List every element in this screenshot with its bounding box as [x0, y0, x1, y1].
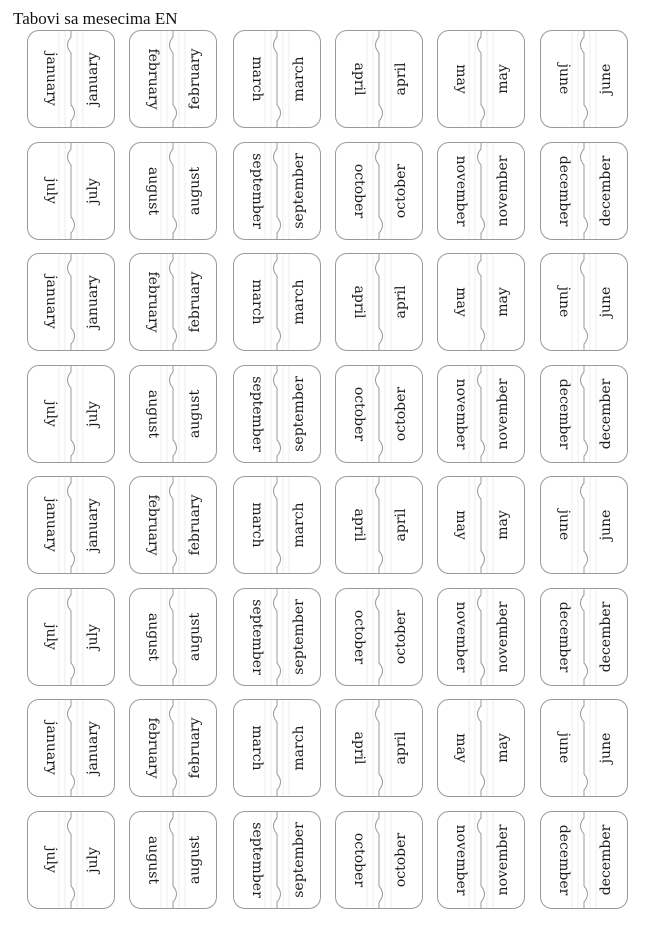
month-tab [233, 476, 321, 574]
month-label-front: november [453, 155, 469, 227]
month-tab [335, 476, 423, 574]
month-label-back: november [495, 601, 511, 673]
month-label-front: june [556, 509, 572, 541]
month-label-back: june [598, 63, 614, 95]
month-label-back: september [291, 153, 307, 229]
month-label-back: may [495, 64, 511, 94]
month-label-back: september [291, 376, 307, 452]
month-tab [27, 699, 115, 797]
month-tab [129, 811, 217, 909]
month-label-back: june [598, 286, 614, 318]
month-label-front: june [556, 732, 572, 764]
month-label-front: june [556, 63, 572, 95]
month-tab [129, 588, 217, 686]
month-label-front: july [43, 401, 59, 427]
month-label-back: august [187, 835, 203, 885]
month-label-back: may [495, 510, 511, 540]
month-tab [437, 811, 525, 909]
month-tab [27, 476, 115, 574]
month-tab [437, 365, 525, 463]
month-tab [335, 699, 423, 797]
month-label-back: january [85, 721, 101, 775]
month-tab [129, 30, 217, 128]
month-label-back: april [393, 285, 409, 319]
month-label-front: august [145, 389, 161, 439]
month-label-back: august [187, 612, 203, 662]
month-label-back: october [393, 163, 409, 219]
month-tab [129, 699, 217, 797]
month-label-back: april [393, 62, 409, 96]
month-tab [27, 253, 115, 351]
month-tab [540, 365, 628, 463]
month-label-back: september [291, 822, 307, 898]
month-label-front: december [556, 824, 572, 896]
month-label-back: december [598, 378, 614, 450]
month-tab [27, 30, 115, 128]
month-label-back: december [598, 601, 614, 673]
month-label-front: november [453, 378, 469, 450]
month-tab [233, 699, 321, 797]
month-label-back: march [291, 725, 307, 771]
month-label-front: april [351, 285, 367, 319]
month-tab [27, 142, 115, 240]
month-label-front: february [145, 494, 161, 556]
month-label-front: april [351, 62, 367, 96]
month-tab [540, 699, 628, 797]
month-label-front: july [43, 178, 59, 204]
month-tab [27, 811, 115, 909]
month-label-front: september [249, 153, 265, 229]
month-label-back: february [187, 271, 203, 333]
month-label-front: august [145, 166, 161, 216]
month-label-back: october [393, 832, 409, 888]
month-tab [437, 476, 525, 574]
month-label-front: october [351, 386, 367, 442]
month-label-back: may [495, 287, 511, 317]
month-tab [437, 699, 525, 797]
month-tab [540, 811, 628, 909]
month-label-front: august [145, 612, 161, 662]
month-label-back: june [598, 732, 614, 764]
month-label-back: november [495, 378, 511, 450]
month-tab [233, 142, 321, 240]
month-label-back: december [598, 155, 614, 227]
month-label-front: may [453, 287, 469, 317]
month-tab [437, 142, 525, 240]
month-label-front: march [249, 725, 265, 771]
month-label-back: january [85, 275, 101, 329]
month-label-back: july [85, 401, 101, 427]
month-label-front: april [351, 731, 367, 765]
month-label-front: february [145, 717, 161, 779]
month-label-back: november [495, 824, 511, 896]
month-label-front: january [43, 52, 59, 106]
month-tab [233, 30, 321, 128]
month-label-front: january [43, 721, 59, 775]
month-tab [27, 365, 115, 463]
month-label-back: november [495, 155, 511, 227]
month-tab [233, 588, 321, 686]
month-label-front: march [249, 279, 265, 325]
month-label-back: august [187, 389, 203, 439]
month-tab [233, 365, 321, 463]
month-label-front: may [453, 510, 469, 540]
month-label-back: february [187, 48, 203, 110]
month-label-back: january [85, 52, 101, 106]
month-tab [335, 253, 423, 351]
month-label-front: february [145, 271, 161, 333]
month-label-back: february [187, 494, 203, 556]
month-tab [233, 811, 321, 909]
month-label-front: may [453, 733, 469, 763]
month-tab [540, 476, 628, 574]
month-label-front: march [249, 56, 265, 102]
month-label-front: july [43, 624, 59, 650]
month-tab [335, 811, 423, 909]
month-tab [540, 588, 628, 686]
month-label-front: april [351, 508, 367, 542]
month-label-back: april [393, 508, 409, 542]
month-tab [540, 142, 628, 240]
month-label-front: september [249, 376, 265, 452]
month-tab [540, 30, 628, 128]
month-label-front: september [249, 599, 265, 675]
month-label-back: february [187, 717, 203, 779]
month-tab [129, 365, 217, 463]
month-label-front: june [556, 286, 572, 318]
month-label-back: october [393, 386, 409, 442]
page-title: Tabovi sa mesecima EN [13, 9, 178, 28]
month-tab [129, 142, 217, 240]
month-label-back: march [291, 56, 307, 102]
month-tab [129, 476, 217, 574]
month-label-back: july [85, 624, 101, 650]
month-label-front: november [453, 824, 469, 896]
month-label-back: january [85, 498, 101, 552]
month-label-front: october [351, 163, 367, 219]
month-label-back: march [291, 502, 307, 548]
month-label-back: april [393, 731, 409, 765]
month-tab [437, 30, 525, 128]
month-label-back: july [85, 178, 101, 204]
month-label-front: january [43, 275, 59, 329]
month-label-back: august [187, 166, 203, 216]
month-tab [335, 30, 423, 128]
month-label-front: december [556, 378, 572, 450]
month-tab [129, 253, 217, 351]
month-label-front: september [249, 822, 265, 898]
month-label-back: september [291, 599, 307, 675]
month-label-front: december [556, 155, 572, 227]
month-tab [335, 142, 423, 240]
month-tab [437, 588, 525, 686]
month-label-front: february [145, 48, 161, 110]
month-label-front: january [43, 498, 59, 552]
month-label-front: august [145, 835, 161, 885]
month-label-back: december [598, 824, 614, 896]
month-label-back: july [85, 847, 101, 873]
month-label-back: october [393, 609, 409, 665]
month-label-back: march [291, 279, 307, 325]
month-label-front: may [453, 64, 469, 94]
month-label-front: july [43, 847, 59, 873]
month-tab [540, 253, 628, 351]
month-label-back: may [495, 733, 511, 763]
month-tab [233, 253, 321, 351]
month-label-front: december [556, 601, 572, 673]
month-tab [27, 588, 115, 686]
month-label-front: october [351, 609, 367, 665]
month-tab [437, 253, 525, 351]
month-label-front: march [249, 502, 265, 548]
month-tab [335, 588, 423, 686]
month-label-front: october [351, 832, 367, 888]
month-label-front: november [453, 601, 469, 673]
month-label-back: june [598, 509, 614, 541]
month-tab [335, 365, 423, 463]
